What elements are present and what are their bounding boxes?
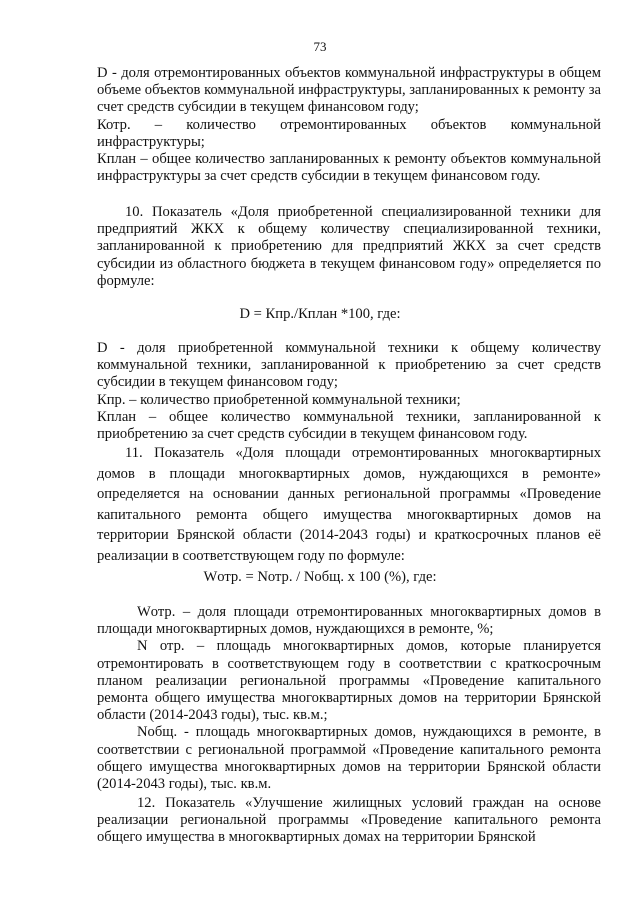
item-10-text: 10. Показатель «Доля приобретенной специализированной техники для предприятий ЖКХ к общему количеству специализированной техники, запланированной к приобретению для предприятий ЖКХ за счет средств субсидии из областного бюджета в текущем финансовом году» определяется по формуле: [97, 204, 601, 289]
definitions-block-2 [97, 340, 601, 443]
definition-d-2: D - доля приобретенной коммунальной техники к общему количеству коммунальной техники, запланированной к приобретению за счет средств субсидии в текущем финансовом году; [97, 340, 601, 391]
page-number: 73 [313, 39, 327, 54]
item-10 [97, 204, 601, 290]
item-11 [97, 443, 601, 566]
definitions-block-3 [97, 604, 601, 793]
definitions-block-1 [97, 65, 601, 185]
definition-nobsch: Nобщ. - площадь многоквартирных домов, нуждающихся в ремонте, в соответствии с региональной программой «Проведение капитального ремонта общего имущества многоквартирных домов на территории Брянской области (2014-2043 годы), тыс. кв.м. [97, 724, 601, 793]
definition-kplan: Кплан – общее количество запланированных к ремонту объектов коммунальной инфраструктуры за счет средств субсидии в текущем финансовом году. [97, 151, 601, 185]
formula-10: D = Кпр./Кплан *100, где: [239, 306, 401, 322]
definition-d: D - доля отремонтированных объектов коммунальной инфраструктуры в общем объеме объектов коммунальной инфраструктуры, запланированных к ремонту за счет средств субсидии в текущем финансовом году; [97, 65, 601, 116]
definition-kotr: Котр. – количество отремонтированных объектов коммунальной инфраструктуры; [97, 116, 601, 150]
definition-kplan-2: Кплан – общее количество коммунальной техники, запланированной к приобретению за счет средств субсидии в текущем финансовом году. [97, 408, 601, 443]
item-12-text: 12. Показатель «Улучшение жилищных условий граждан на основе реализации региональной программы «Проведение капитального ремонта общего имущества в многоквартирных домах на территории Брянской [97, 795, 601, 846]
definition-kpr: Кпр. – количество приобретенной коммунальной техники; [97, 391, 461, 408]
formula-11: Wотр. = Nотр. / Nобщ. х 100 (%), где: [203, 569, 437, 585]
definition-notr: N отр. – площадь многоквартирных домов, которые планируется отремонтировать в соответствующем году в соответствии с краткосрочным планом реализации региональной программы «Проведение капитального ремонта общего имущества многоквартирных домов на территории Брянской области (2014-2043 годы), тыс. кв.м.; [97, 638, 601, 724]
item-12 [97, 795, 601, 847]
definition-wotr: Wотр. – доля площади отремонтированных многоквартирных домов в площади многоквартирных домов, нуждающихся в ремонте, %; [97, 604, 601, 638]
item-11-text: 11. Показатель «Доля площади отремонтированных многоквартирных домов в площади многоквартирных домов, нуждающихся в ремонте» определяется на основании данных региональной программы «Проведение капитального ремонта общего имущества многоквартирных домов на территории Брянской области (2014-2043 годы) и краткосрочных планов её реализации в соответствующем году по формуле: [97, 445, 601, 564]
